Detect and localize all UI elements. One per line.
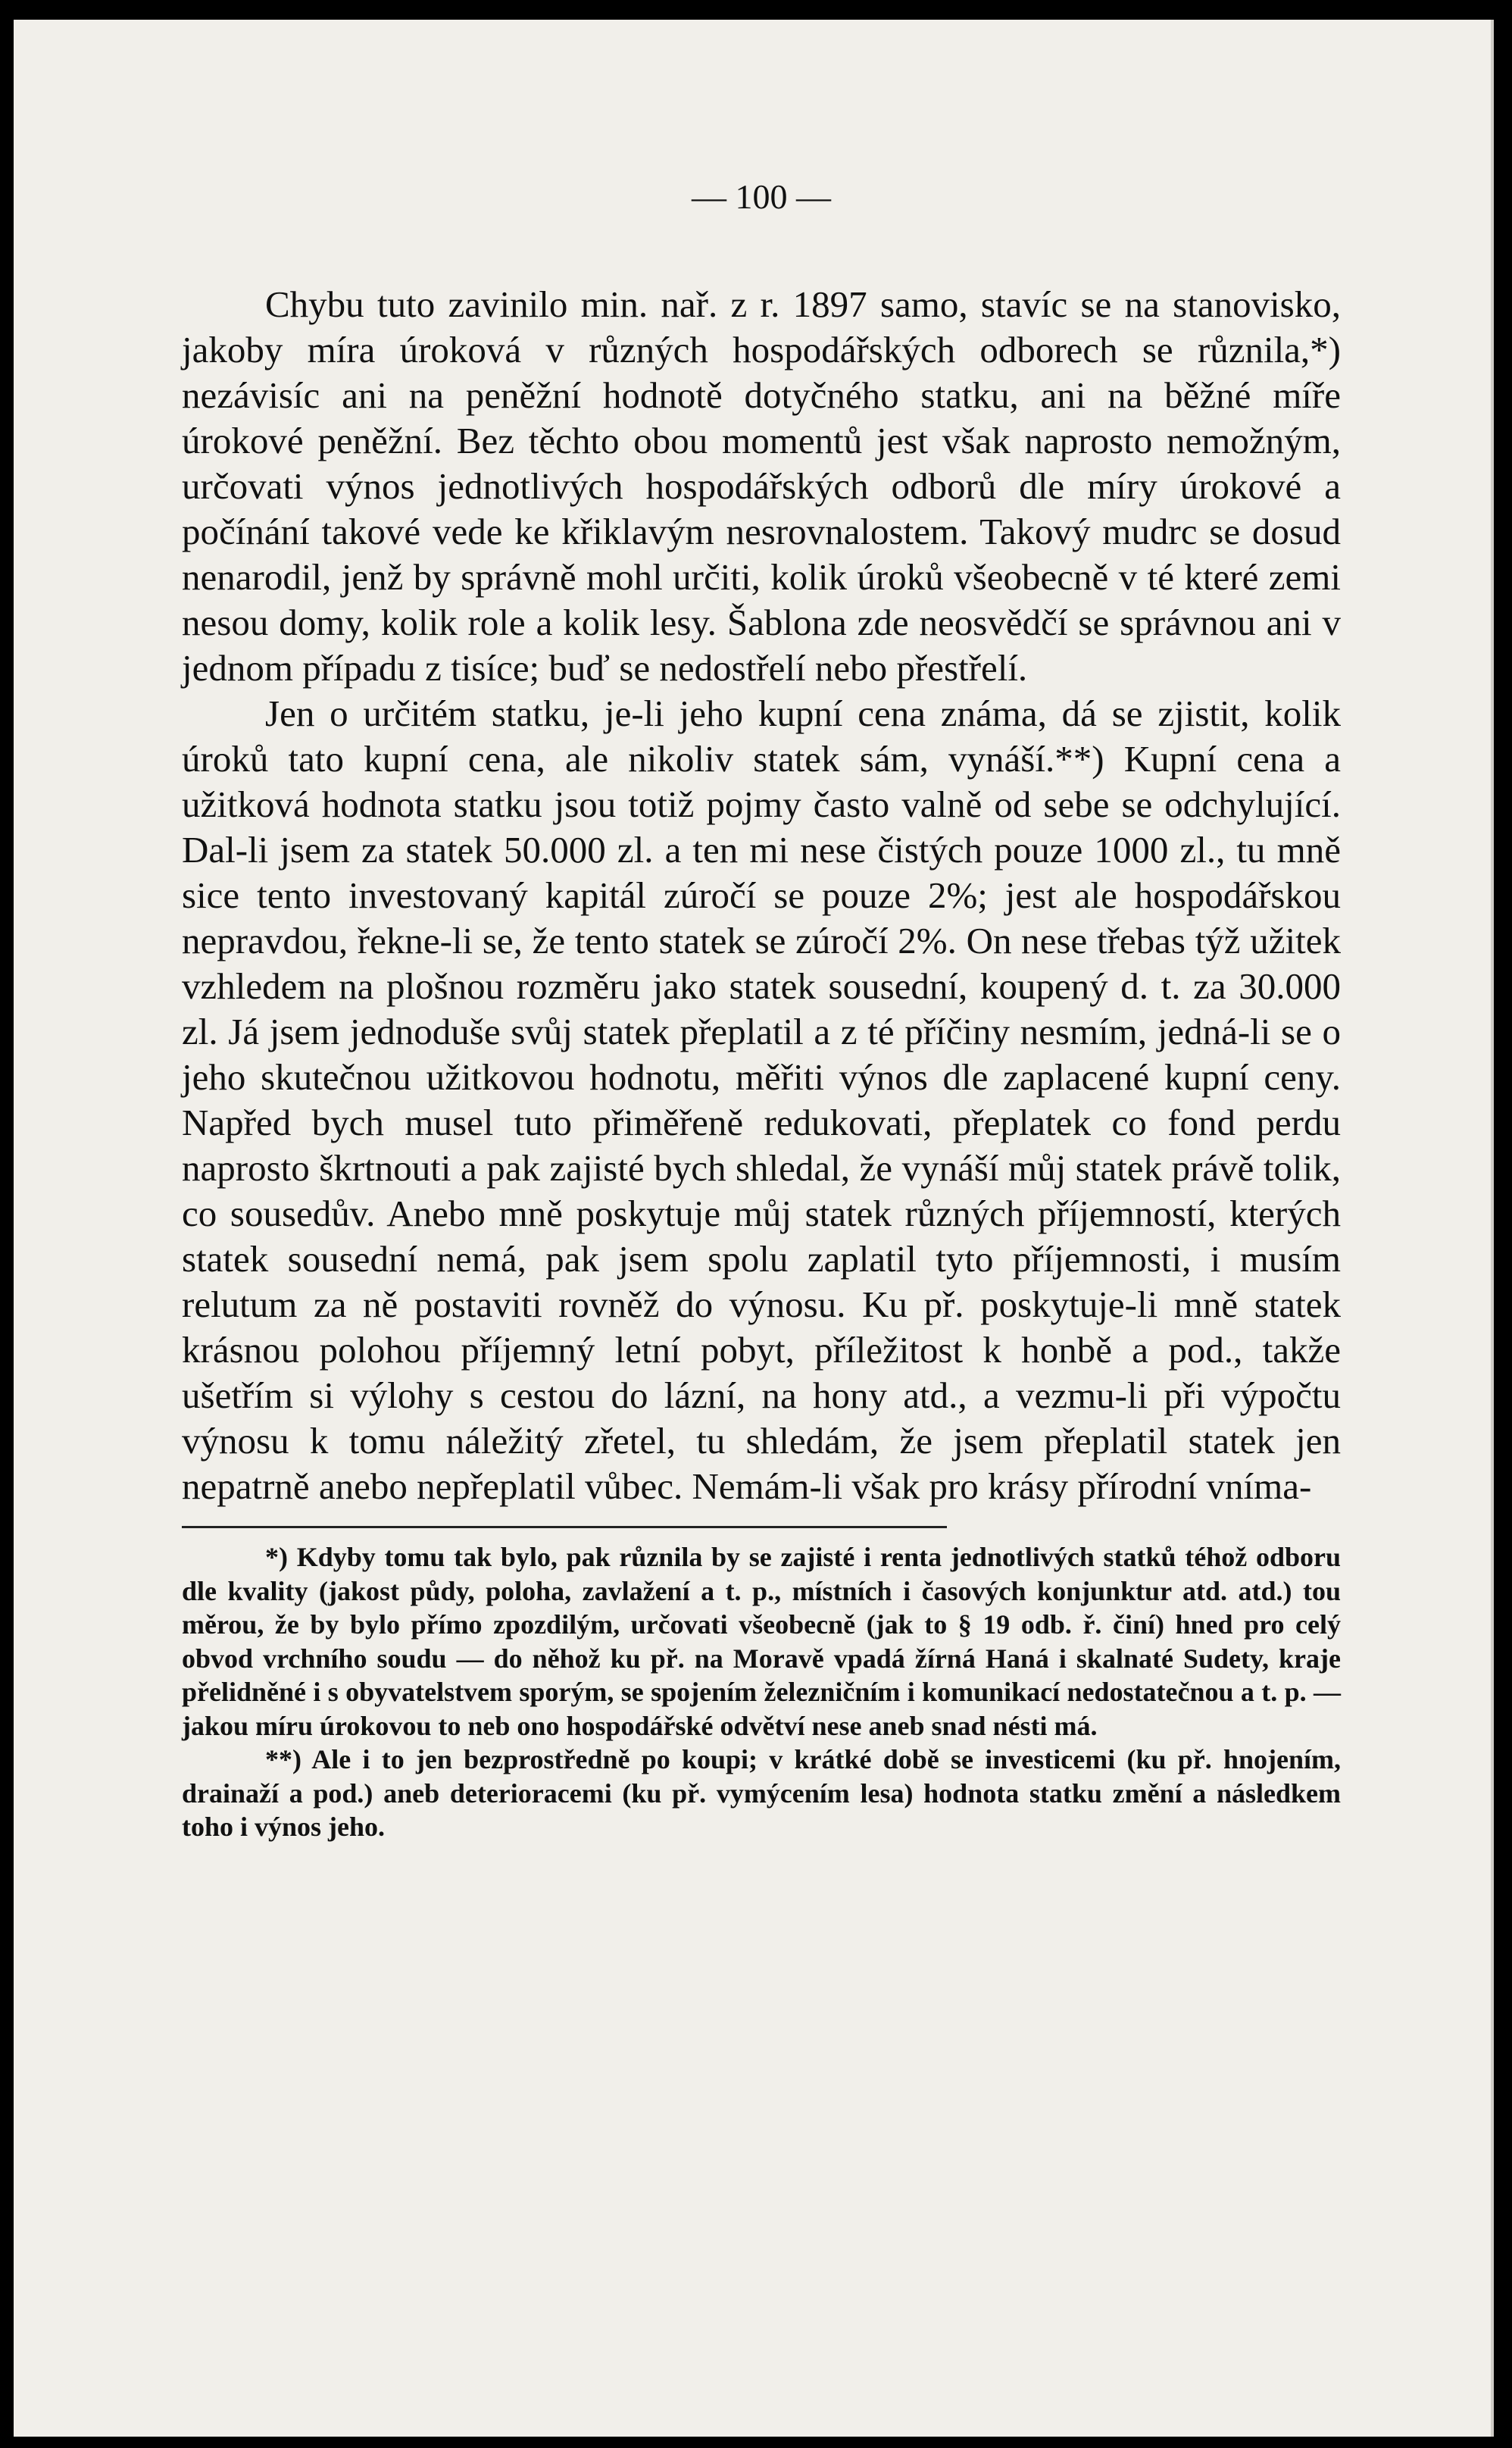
paragraph-2: Jen o určitém statku, je-li jeho kupní cena známa, dá se zjistit, kolik úroků tato kupní cena, ale nikoliv statek sám, vynáší.**) Kupní cena a užitková hodnota statku jsou totiž pojmy často valně od sebe se odchylující. Dal-li jsem za statek 50.000 zl. a ten mi nese čistých pouze 1000 zl., tu mně sice tento investovaný kapitál zúročí se pouze 2%; jest ale hospodářskou nepravdou, řekne-li se, že tento statek se zúročí 2%. On nese třebas týž užitek vzhledem na plošnou rozměru jako statek sousední, koupený d. t. za 30.000 zl. Já jsem jednoduše svůj statek přeplatil a z té příčiny nesmím, jedná-li se o jeho skutečnou užitkovou hodnotu, měřiti výnos dle zaplacené kupní ceny. Napřed bych musel tuto přiměřeně redukovati, přeplatek co fond perdu naprosto škrtnouti a pak zajisté bych shledal, že vynáší můj statek právě tolik, co sousedův. Anebo mně poskytuje můj statek různých příjemností, kterých statek sousední nemá, pak jsem spolu zaplatil tyto příjemnosti, i musím relutum za ně postaviti rovněž do výnosu. Ku př. poskytuje-li mně statek krásnou polohou příjemný letní pobyt, příležitost k honbě a pod., takže ušetřím si výlohy s cestou do lázní, na hony atd., a vezmu-li při výpočtu výnosu k tomu náležitý zřetel, tu shledám, že jsem přeplatil statek jen nepatrně anebo nepřeplatil vůbec. Nemám-li však pro krásy přírodní vníma- — [182, 693, 1341, 1507]
footnotes — [182, 1540, 1341, 1844]
footnote-divider — [182, 1526, 947, 1528]
footnote-1: *) Kdyby tomu tak bylo, pak různila by se zajisté i renta jednotlivých statků téhož odboru dle kvality (jakost půdy, poloha, zavlažení a t. p., místních i časových konjunktur atd. atd.) tou měrou, že by bylo přímo zpozdilým, určovati všeobecně (jak to § 19 odb. ř. činí) hned pro celý obvod vrchního soudu — do něhož ku př. na Moravě vpadá žírná Haná i skalnaté Sudety, kraje přelidněné i s obyvatelstvem sporým, se spojením železničním i komunikací nedostatečnou a t. p. — jakou míru úrokovou to neb ono hospodářské odvětví nese aneb snad nésti má. — [182, 1542, 1341, 1741]
main-text — [182, 282, 1341, 1509]
book-page — [182, 174, 1341, 1844]
footnote-2: **) Ale i to jen bezprostředně po koupi; v krátké době se investicemi (ku př. hnojením, drainaží a pod.) aneb deterioracemi (ku př. vymýcením lesa) hodnota statku změní a následkem toho i výnos jeho. — [182, 1744, 1341, 1842]
paragraph-1: Chybu tuto zavinilo min. nař. z r. 1897 samo, stavíc se na stanovisko, jakoby míra úroková v různých hospodářských odborech se různila,*) nezávisíc ani na peněžní hodnotě dotyčného statku, ani na běžné míře úrokové peněžní. Bez těchto obou momentů jest však naprosto nemožným, určovati výnos jednotlivých hospodářských odborů dle míry úrokové a počínání takové vede ke křiklavým nesrovnalostem. Takový mudrc se dosud nenarodil, jenž by správně mohl určiti, kolik úroků všeobecně v té které zemi nesou domy, kolik role a kolik lesy. Šablona zde neosvědčí se správnou ani v jednom případu z tisíce; buď se nedostřelí nebo přestřelí. — [182, 283, 1341, 689]
page-number: — 100 — — [692, 177, 831, 216]
